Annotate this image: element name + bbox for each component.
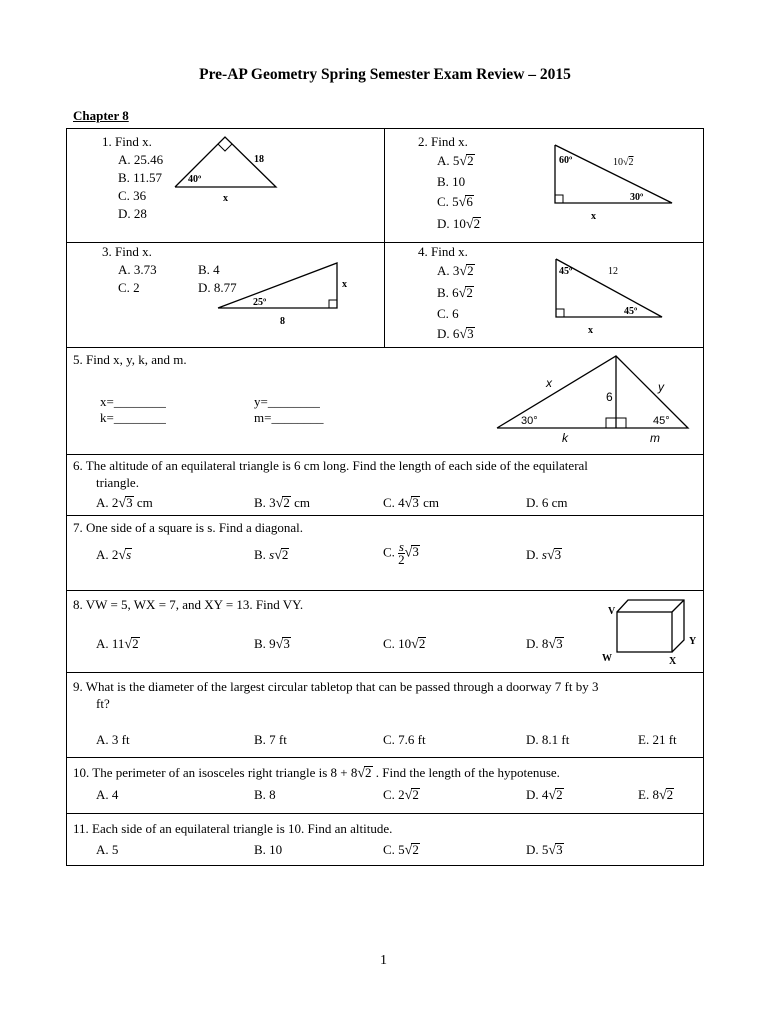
q6-choice-c[interactable]: C. 4√3 cm: [383, 495, 439, 511]
q8-vertex-v: V: [608, 606, 616, 617]
q5-angle-45-label: 45°: [653, 415, 670, 427]
q9-choice-b[interactable]: B. 7 ft: [254, 732, 287, 747]
q4-prompt: 4. Find x.: [418, 244, 468, 259]
chapter-heading: Chapter 8: [73, 108, 129, 123]
q10-choice-a[interactable]: A. 4: [96, 787, 119, 802]
q3-base-label: 8: [280, 316, 285, 327]
q9-prompt-continued: ft?: [96, 696, 110, 711]
q2-choice-a[interactable]: A. 5√2: [437, 153, 474, 169]
q4-angle-top-label: 45º: [559, 266, 573, 277]
row-divider: [66, 590, 704, 591]
q7-choice-d[interactable]: D. s√3: [526, 547, 562, 563]
q11-choice-c[interactable]: C. 5√2: [383, 842, 419, 858]
row-divider: [66, 757, 704, 758]
q8-choice-d[interactable]: D. 8√3: [526, 636, 563, 652]
q5-angle-30-label: 30°: [521, 415, 538, 427]
row-divider: [66, 242, 704, 243]
q4-base-label: x: [588, 325, 593, 335]
q5-k-label: k: [562, 431, 568, 445]
row-divider: [66, 813, 704, 814]
q9-choice-d[interactable]: D. 8.1 ft: [526, 732, 570, 747]
q11-choice-d[interactable]: D. 5√3: [526, 842, 563, 858]
q5-k-blank[interactable]: k=________: [100, 410, 166, 425]
q10-choice-b[interactable]: B. 8: [254, 787, 276, 802]
q3-angle-label: 25º: [253, 297, 267, 308]
q7-choice-c[interactable]: C. $\frac{s}{2}$ √3: [383, 539, 419, 567]
q1-base-label: x: [223, 193, 228, 204]
q8-vertex-w: W: [602, 653, 612, 664]
q2-triangle-figure: [550, 140, 680, 220]
q2-angle-bottom-label: 30º: [630, 192, 644, 203]
q4-choice-a[interactable]: A. 3√2: [437, 263, 474, 279]
q4-angle-bottom-label: 45º: [624, 306, 638, 317]
q8-choice-a[interactable]: A. 11√2: [96, 636, 139, 652]
q2-choice-b[interactable]: B. 10: [437, 174, 466, 189]
q9-prompt: 9. What is the diameter of the largest circular tabletop that can be passed through a doorway 7 ft by 3: [73, 679, 599, 694]
q6-choice-d[interactable]: D. 6 cm: [526, 495, 568, 510]
q11-choice-a[interactable]: A. 5: [96, 842, 119, 857]
q9-choice-c[interactable]: C. 7.6 ft: [383, 732, 426, 747]
q2-angle-top-label: 60º: [559, 155, 573, 166]
q1-side-label: 18: [254, 154, 264, 165]
q2-choice-d[interactable]: D. 10√2: [437, 216, 481, 232]
q8-prompt: 8. VW = 5, WX = 7, and XY = 13. Find VY.: [73, 597, 304, 612]
q3-choice-d[interactable]: D. 8.77: [198, 280, 237, 295]
q4-choice-d[interactable]: D. 6√3: [437, 326, 474, 342]
page-title: Pre-AP Geometry Spring Semester Exam Review – 2015: [199, 66, 571, 83]
q2-hypotenuse-label: 10√2: [613, 157, 634, 168]
page-number: 1: [380, 953, 387, 968]
q7-prompt: 7. One side of a square is s. Find a diagonal.: [73, 520, 303, 535]
q1-angle-label: 40º: [188, 174, 202, 185]
q8-box-figure: [598, 594, 700, 668]
q10-prompt: 10. The perimeter of an isosceles right triangle is 8 + 8√2 . Find the length of the hypotenuse.: [73, 765, 560, 781]
q4-choice-c[interactable]: C. 6: [437, 306, 459, 321]
q6-choice-a[interactable]: A. 2√3 cm: [96, 495, 153, 511]
row-divider: [66, 672, 704, 673]
q5-x-label: x: [546, 376, 552, 390]
q4-triangle-figure: [550, 255, 680, 335]
q1-triangle-figure: [170, 130, 290, 205]
row-divider: [66, 347, 704, 348]
q3-choice-b[interactable]: B. 4: [198, 262, 220, 277]
q3-triangle-figure: [210, 255, 360, 330]
q6-choice-b[interactable]: B. 3√2 cm: [254, 495, 310, 511]
q3-side-label: x: [342, 279, 347, 290]
q6-prompt-continued: triangle.: [96, 475, 139, 490]
q2-prompt: 2. Find x.: [418, 134, 468, 149]
q3-choice-a[interactable]: A. 3.73: [118, 262, 157, 277]
q1-choice-b[interactable]: B. 11.57: [118, 170, 162, 185]
q7-choice-b[interactable]: B. s√2: [254, 547, 289, 563]
q9-choice-a[interactable]: A. 3 ft: [96, 732, 130, 747]
q1-choice-c[interactable]: C. 36: [118, 188, 147, 203]
q5-prompt: 5. Find x, y, k, and m.: [73, 352, 187, 367]
q11-prompt: 11. Each side of an equilateral triangle is 10. Find an altitude.: [73, 821, 393, 836]
q8-vertex-y: Y: [689, 636, 697, 647]
q5-y-blank[interactable]: y=________: [254, 394, 320, 409]
q5-triangle-figure: [490, 350, 695, 448]
q8-vertex-x: X: [669, 656, 677, 667]
row-divider: [66, 454, 704, 455]
q4-choice-b[interactable]: B. 6√2: [437, 285, 473, 301]
q6-prompt: 6. The altitude of an equilateral triangle is 6 cm long. Find the length of each side of the equilateral: [73, 458, 588, 473]
q1-choice-d[interactable]: D. 28: [118, 206, 147, 221]
q3-choice-c[interactable]: C. 2: [118, 280, 140, 295]
q3-prompt: 3. Find x.: [102, 244, 152, 259]
q5-m-label: m: [650, 431, 660, 445]
q5-altitude-label: 6: [606, 390, 613, 404]
q7-choice-a[interactable]: A. 2√s: [96, 547, 132, 563]
q5-x-blank[interactable]: x=________: [100, 394, 166, 409]
q9-choice-e[interactable]: E. 21 ft: [638, 732, 677, 747]
q1-choice-a[interactable]: A. 25.46: [118, 152, 164, 167]
column-divider: [384, 128, 385, 347]
row-divider: [66, 515, 704, 516]
q1-prompt: 1. Find x.: [102, 134, 152, 149]
q5-m-blank[interactable]: m=________: [254, 410, 324, 425]
q10-choice-e[interactable]: E. 8√2: [638, 787, 674, 803]
q11-choice-b[interactable]: B. 10: [254, 842, 283, 857]
q8-choice-c[interactable]: C. 10√2: [383, 636, 426, 652]
q10-choice-d[interactable]: D. 4√2: [526, 787, 563, 803]
q10-choice-c[interactable]: C. 2√2: [383, 787, 419, 803]
q2-base-label: x: [591, 211, 596, 220]
q5-y-label: y: [658, 380, 664, 394]
q4-hypotenuse-label: 12: [608, 266, 618, 277]
q2-choice-c[interactable]: C. 5√6: [437, 194, 473, 210]
q8-choice-b[interactable]: B. 9√3: [254, 636, 290, 652]
